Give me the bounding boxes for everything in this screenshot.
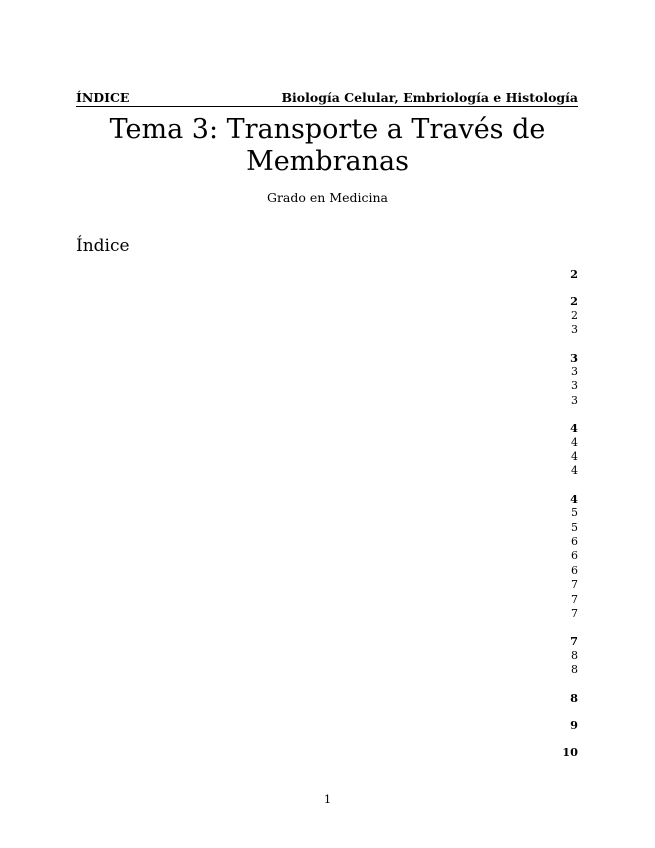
toc-entry-page: 3	[76, 323, 578, 337]
toc-entry-page: 8	[76, 649, 578, 663]
toc-entry[interactable]	[76, 351, 578, 365]
toc-entry[interactable]	[76, 578, 578, 592]
toc-entry-page: 3	[76, 365, 578, 379]
document-title	[60, 114, 595, 178]
toc-entry-page: 6	[76, 535, 578, 549]
toc-entry-page: 9	[76, 718, 578, 732]
toc-entry[interactable]	[76, 394, 578, 408]
header-left-text: ÍNDICE	[76, 90, 130, 105]
running-header	[76, 90, 578, 106]
toc-entry[interactable]	[76, 718, 578, 732]
toc-entry[interactable]	[76, 745, 578, 759]
toc-entry[interactable]	[76, 549, 578, 563]
document-subtitle: Grado en Medicina	[266, 190, 389, 205]
toc-entry-page: 4	[76, 436, 578, 450]
toc-entry[interactable]	[76, 267, 578, 281]
toc-entry-page: 4	[76, 421, 578, 435]
toc-entry[interactable]	[76, 607, 578, 621]
toc-entry-page: 7	[76, 578, 578, 592]
toc-entry[interactable]	[76, 436, 578, 450]
toc-entry-page: 7	[76, 607, 578, 621]
header-rule	[76, 106, 578, 107]
toc-entry-page: 4	[76, 450, 578, 464]
toc-entry-page: 2	[76, 267, 578, 281]
toc-entry[interactable]	[76, 294, 578, 308]
toc-entry-page: 3	[76, 394, 578, 408]
toc-heading: Índice	[76, 236, 130, 256]
toc-entry[interactable]	[76, 379, 578, 393]
toc-entry-page: 4	[76, 492, 578, 506]
toc-entry[interactable]	[76, 535, 578, 549]
toc-entry[interactable]	[76, 365, 578, 379]
toc-entry[interactable]	[76, 564, 578, 578]
toc-entry-page: 7	[76, 634, 578, 648]
header-right-text: Biología Celular, Embriología e Histología	[281, 90, 578, 105]
toc-entry-page: 10	[76, 745, 578, 759]
toc-entry[interactable]	[76, 506, 578, 520]
toc-entry[interactable]	[76, 521, 578, 535]
toc-entry-page: 8	[76, 691, 578, 705]
toc-entry-page: 7	[76, 593, 578, 607]
toc-entry[interactable]	[76, 464, 578, 478]
toc-entry[interactable]	[76, 593, 578, 607]
toc-entry-page: 8	[76, 663, 578, 677]
toc-entry-page: 2	[76, 294, 578, 308]
toc-entry[interactable]	[76, 649, 578, 663]
toc-entry-page: 5	[76, 506, 578, 520]
toc-entry-page: 6	[76, 564, 578, 578]
page-number: 1	[323, 792, 332, 806]
title-line-1: Tema 3: Transporte a Través de	[109, 114, 546, 145]
toc-entry-page: 5	[76, 521, 578, 535]
toc-entry[interactable]	[76, 323, 578, 337]
toc-entry[interactable]	[76, 421, 578, 435]
toc-entry[interactable]	[76, 663, 578, 677]
toc-entry-page: 3	[76, 379, 578, 393]
toc-entry[interactable]	[76, 450, 578, 464]
toc-entry[interactable]	[76, 691, 578, 705]
toc-entry-page: 6	[76, 549, 578, 563]
toc-entry-page: 4	[76, 464, 578, 478]
toc-entry[interactable]	[76, 492, 578, 506]
toc-entry-page: 2	[76, 309, 578, 323]
toc-entry[interactable]	[76, 309, 578, 323]
title-line-2: Membranas	[246, 146, 409, 177]
toc-entry-page: 3	[76, 351, 578, 365]
toc-entry[interactable]	[76, 634, 578, 648]
